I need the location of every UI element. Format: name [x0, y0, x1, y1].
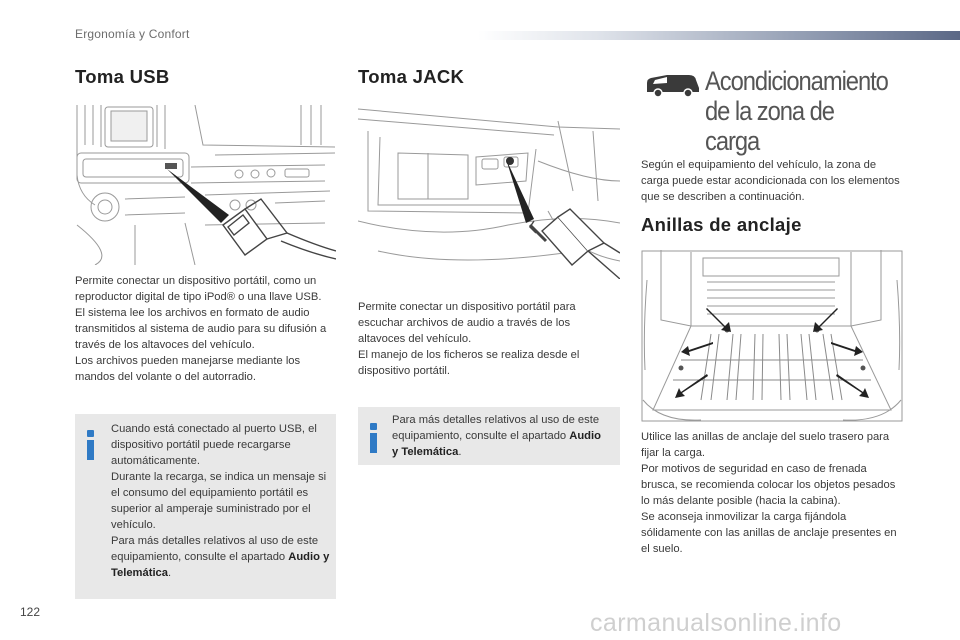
info-icon	[369, 423, 378, 453]
usb-description	[75, 273, 337, 385]
cargo-paragraph-1: Utilice las anillas de anclaje del suelo trasero para fijar la carga.	[641, 431, 890, 459]
usb-paragraph-3: Los archivos pueden manejarse mediante los mandos del volante o del autorradio.	[75, 355, 301, 383]
cargo-big-title: Acondicionamiento de la zona de carga	[705, 66, 888, 156]
usb-info-text	[111, 421, 333, 581]
usb-title: Toma USB	[75, 66, 170, 87]
jack-info-link: Audio y Telemática	[392, 430, 601, 458]
anchor-rings-title: Anillas de anclaje	[641, 214, 802, 235]
cargo-intro: Según el equipamiento del vehículo, la zona de carga puede estar acondicionada con los elementos que se describen a continuación.	[641, 159, 900, 203]
jack-paragraph-1: Permite conectar un dispositivo portátil para escuchar archivos de audio a través de los altavoces del vehículo.	[358, 301, 576, 345]
jack-info-line: Para más detalles relativos al uso de este equipamiento, consulte el apartado	[392, 414, 600, 442]
jack-description	[358, 299, 620, 379]
van-icon	[645, 74, 701, 103]
watermark: carmanualsonline.info	[590, 609, 842, 637]
usb-paragraph-2: El sistema lee los archivos en formato de audio transmitidos al sistema de audio para su difusión a través de los altavoces del vehículo.	[75, 307, 327, 351]
cargo-paragraph-3: Se aconseja inmovilizar la carga fijándola sólidamente con las anillas de anclaje presentes en el suelo.	[641, 511, 897, 555]
usb-info-line-1: Cuando está conectado al puerto USB, el dispositivo portátil puede recargarse automáticamente.	[111, 423, 317, 467]
cargo-description	[641, 429, 903, 557]
page-number: 122	[20, 605, 41, 619]
usb-info-box	[75, 414, 336, 599]
usb-info-link: Audio y Telemática	[111, 551, 330, 579]
usb-info-line-3: Para más detalles relativos al uso de este equipamiento, consulte el apartado	[111, 535, 319, 563]
section-title: Ergonomía y Confort	[75, 27, 190, 41]
info-icon	[86, 430, 95, 460]
usb-info-line-2: Durante la recarga, se indica un mensaje si el consumo del equipamiento portátil es superior al amperaje suministrado por el vehículo.	[111, 471, 327, 531]
jack-info-end: .	[458, 446, 462, 458]
jack-info-text	[392, 412, 602, 460]
jack-info-box	[358, 407, 620, 465]
usb-info-end: .	[168, 567, 172, 579]
jack-title: Toma JACK	[358, 66, 465, 87]
usb-paragraph-1: Permite conectar un dispositivo portátil, como un reproductor digital de tipo iPod® o una llave USB.	[75, 275, 322, 303]
jack-paragraph-2: El manejo de los ficheros se realiza desde el dispositivo portátil.	[358, 349, 580, 377]
usb-illustration	[75, 105, 336, 265]
cargo-floor-illustration	[641, 250, 903, 422]
jack-illustration	[358, 101, 620, 279]
header-gradient-bar	[478, 31, 960, 40]
cargo-paragraph-2: Por motivos de seguridad en caso de frenada brusca, se recomienda colocar los objetos pesados lo más delante posible (hacia la cabina).	[641, 463, 896, 507]
